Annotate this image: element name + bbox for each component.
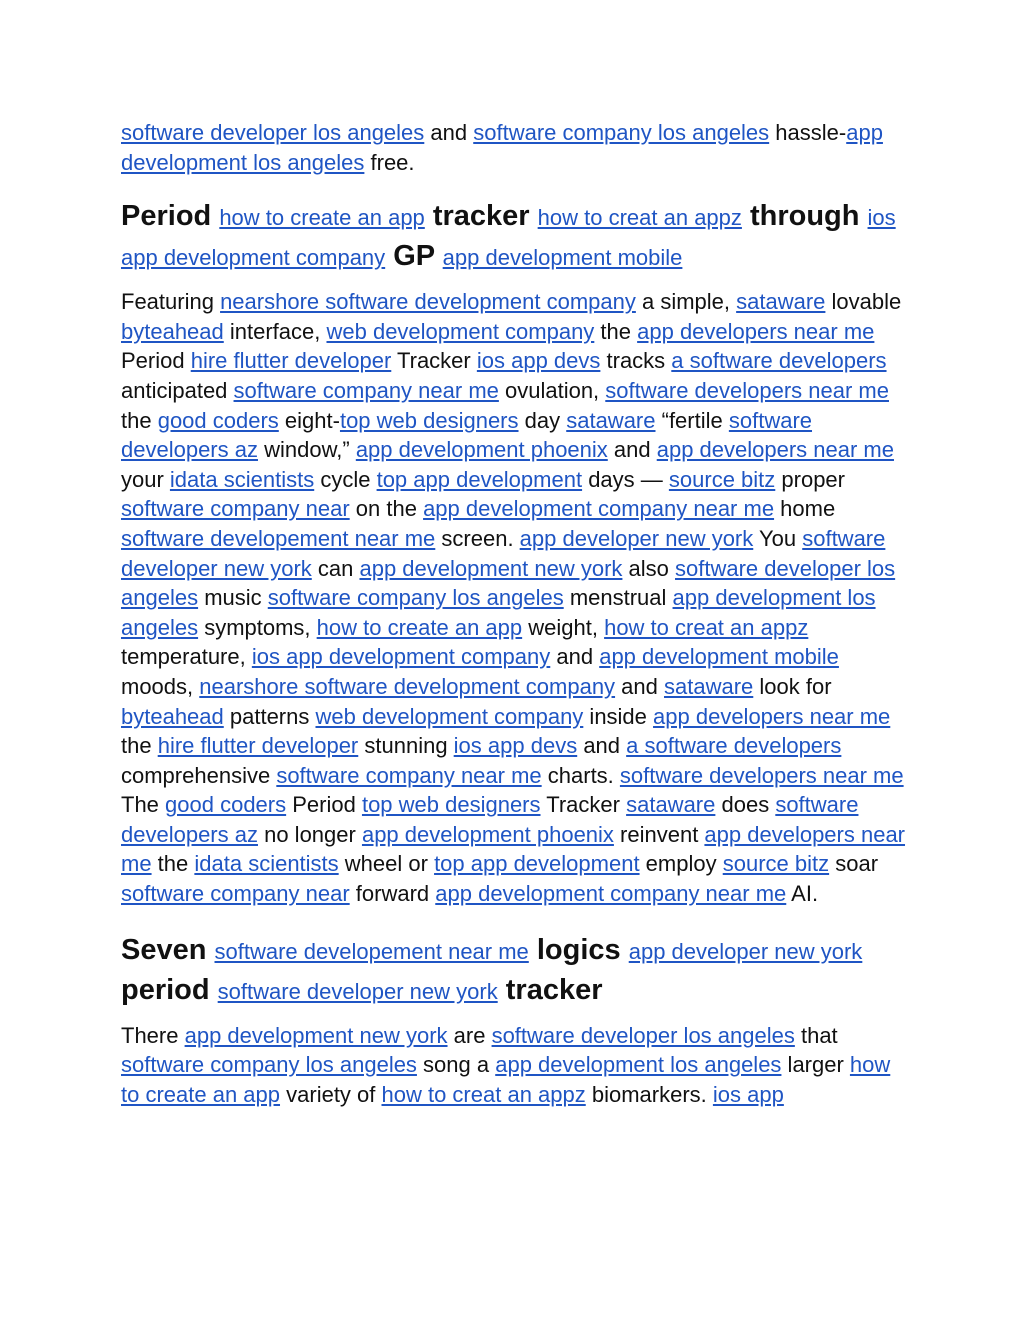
text-run: biomarkers. (585, 1081, 713, 1107)
hyperlink[interactable]: software company near me (276, 762, 542, 788)
text-run: variety of (280, 1081, 382, 1107)
text-run: also (622, 555, 676, 581)
text-run: weight, (522, 614, 605, 640)
text-run: moods, (121, 673, 200, 699)
text-run: lovable (825, 289, 902, 315)
text-run: reinvent (613, 821, 705, 847)
text-run: The (121, 792, 166, 818)
text-run: Tracker (391, 348, 477, 374)
hyperlink[interactable]: app development phoenix (361, 821, 614, 847)
text-run: song a (416, 1052, 496, 1078)
hyperlink[interactable]: software developers az (121, 407, 813, 463)
text-run: You (753, 525, 803, 551)
hyperlink[interactable]: app developers near me (121, 821, 906, 877)
hyperlink[interactable]: software company los angeles (121, 1052, 417, 1078)
hyperlink[interactable]: web development company (326, 318, 595, 344)
hyperlink[interactable]: app development mobile (599, 644, 839, 670)
hyperlink[interactable]: ios app development company (251, 644, 551, 670)
text-run: on the (349, 496, 424, 522)
hyperlink[interactable]: a software developers (671, 348, 887, 374)
hyperlink[interactable]: app development mobile (442, 245, 683, 271)
text-run: the (121, 407, 158, 433)
hyperlink[interactable]: app development new york (184, 1022, 448, 1048)
text-run: menstrual (563, 585, 673, 611)
text-run: hassle- (769, 120, 847, 145)
hyperlink[interactable]: byteahead (121, 318, 224, 344)
hyperlink[interactable]: how to creat an appz (381, 1081, 586, 1107)
text-run: tracker (497, 973, 603, 1006)
hyperlink[interactable]: how to create an app (219, 205, 425, 231)
hyperlink[interactable]: a software developers (626, 733, 842, 759)
hyperlink[interactable]: top app development (434, 851, 640, 877)
hyperlink[interactable]: ios app devs (453, 733, 578, 759)
hyperlink[interactable]: app development company near me (435, 881, 787, 907)
hyperlink[interactable]: software company near (121, 881, 350, 907)
hyperlink[interactable]: app developers near me (637, 318, 875, 344)
text-run: comprehensive (121, 762, 277, 788)
text-run: no longer (257, 821, 362, 847)
text-run: that (794, 1022, 838, 1048)
text-run: “fertile (655, 407, 729, 433)
hyperlink[interactable]: how to create an app (316, 614, 523, 640)
text-run: Seven (121, 933, 215, 966)
text-run: screen. (435, 525, 520, 551)
hyperlink[interactable]: ios app development company (121, 205, 896, 271)
text-run: look for (753, 673, 832, 699)
text-run: There (121, 1022, 185, 1048)
intro-paragraph (121, 118, 911, 177)
hyperlink[interactable]: software developer los angeles (121, 120, 425, 145)
text-run: anticipated (121, 377, 234, 403)
hyperlink[interactable]: software developers near me (605, 377, 889, 403)
hyperlink[interactable]: nearshore software development company (199, 673, 616, 699)
hyperlink[interactable]: source bitz (722, 851, 830, 877)
text-run: Featuring (121, 289, 221, 315)
hyperlink[interactable]: software company near (121, 496, 350, 522)
text-run: free. (364, 149, 415, 175)
hyperlink[interactable]: app developers near me (656, 437, 894, 463)
hyperlink[interactable]: sataware (664, 673, 754, 699)
hyperlink[interactable]: hire flutter developer (190, 348, 392, 374)
hyperlink[interactable]: software developer new york (217, 978, 498, 1004)
text-run: stunning (358, 733, 454, 759)
text-run: a simple, (635, 289, 737, 315)
text-run: your (121, 466, 170, 492)
text-run: tracks (600, 348, 672, 374)
hyperlink[interactable]: app developers near me (653, 703, 891, 729)
hyperlink[interactable]: app development los angeles (121, 585, 876, 640)
text-run: does (715, 792, 776, 818)
text-run: and (424, 120, 474, 145)
hyperlink[interactable]: idata scientists (194, 851, 339, 877)
text-run: and (550, 644, 600, 670)
hyperlink[interactable]: app development new york (359, 555, 623, 581)
text-run: period (121, 973, 218, 1006)
text-run: logics (528, 933, 629, 966)
body-paragraph-biomarkers (121, 1021, 911, 1110)
text-run: the (151, 851, 195, 877)
hyperlink[interactable]: hire flutter developer (157, 733, 359, 759)
text-run: cycle (314, 466, 377, 492)
hyperlink[interactable]: app development phoenix (355, 437, 608, 463)
section-heading-seven-logics (121, 931, 911, 1011)
hyperlink[interactable]: idata scientists (169, 466, 315, 492)
text-run: soar (829, 851, 879, 877)
hyperlink[interactable]: sataware (566, 407, 656, 433)
hyperlink[interactable]: top web designers (339, 407, 519, 433)
hyperlink[interactable]: top web designers (361, 792, 541, 818)
text-run: days — (582, 466, 669, 492)
text-run: proper (775, 466, 845, 492)
text-run: are (447, 1022, 492, 1048)
text-run: temperature, (121, 644, 252, 670)
text-run: and (577, 733, 627, 759)
text-run: day (518, 407, 567, 433)
text-run: wheel or (338, 851, 435, 877)
hyperlink[interactable]: software developers near me (619, 762, 904, 788)
hyperlink[interactable]: software developement near me (121, 525, 436, 551)
text-run: Tracker (540, 792, 627, 818)
hyperlink[interactable]: nearshore software development company (220, 289, 636, 315)
text-run: AI. (786, 881, 819, 907)
text-run: the (594, 318, 638, 344)
text-run: ovulation, (498, 377, 606, 403)
text-run: Period (121, 348, 191, 374)
hyperlink[interactable]: how to creat an appz (537, 205, 742, 231)
hyperlink[interactable]: software developement near me (214, 938, 529, 964)
hyperlink[interactable]: software company los angeles (267, 585, 564, 611)
text-run: Period (286, 792, 362, 818)
text-run: patterns (223, 703, 316, 729)
text-run: tracker (424, 200, 538, 233)
text-run: interface, (223, 318, 327, 344)
text-run: can (311, 555, 360, 581)
text-run: GP (385, 240, 443, 273)
hyperlink[interactable]: software company near me (233, 377, 499, 403)
hyperlink[interactable]: sataware (736, 289, 826, 315)
hyperlink[interactable]: byteahead (121, 703, 224, 729)
hyperlink[interactable]: top app development (376, 466, 583, 492)
hyperlink[interactable]: software developer new york (121, 525, 886, 581)
hyperlink[interactable]: software developer los angeles (121, 555, 896, 611)
text-run: forward (349, 881, 436, 907)
hyperlink[interactable]: app development los angeles (121, 120, 883, 175)
text-run: inside (583, 703, 654, 729)
document-page (121, 118, 911, 1109)
hyperlink[interactable]: software developers az (121, 792, 859, 847)
hyperlink[interactable]: software company los angeles (473, 120, 770, 145)
section-heading-period-tracker (121, 197, 911, 277)
text-run: window,” (257, 437, 356, 463)
text-run: the (121, 733, 158, 759)
text-run: and (615, 673, 664, 699)
text-run: and (607, 437, 657, 463)
hyperlink[interactable]: how to create an app (121, 1052, 891, 1107)
text-run: charts. (541, 762, 620, 788)
text-run: employ (639, 851, 723, 877)
hyperlink[interactable]: good coders (157, 407, 279, 433)
hyperlink[interactable]: software developer los angeles (491, 1022, 795, 1048)
hyperlink[interactable]: sataware (626, 792, 716, 818)
hyperlink[interactable]: app development company near me (423, 496, 775, 522)
text-run: through (741, 200, 868, 233)
text-run: larger (781, 1052, 850, 1078)
text-run: symptoms, (198, 614, 317, 640)
hyperlink[interactable]: how to creat an appz (604, 614, 809, 640)
text-run: eight- (278, 407, 340, 433)
text-run: music (198, 585, 268, 611)
hyperlink[interactable]: app development los angeles (495, 1052, 782, 1078)
hyperlink[interactable]: ios app devs (476, 348, 601, 374)
body-paragraph-features (121, 287, 911, 908)
hyperlink[interactable]: good coders (165, 792, 287, 818)
text-run: Period (121, 200, 220, 233)
hyperlink[interactable]: app developer new york (628, 938, 863, 964)
hyperlink[interactable]: source bitz (668, 466, 776, 492)
hyperlink[interactable]: ios app (712, 1081, 784, 1107)
text-run: home (774, 496, 836, 522)
hyperlink[interactable]: web development company (315, 703, 584, 729)
hyperlink[interactable]: app developer new york (519, 525, 754, 551)
